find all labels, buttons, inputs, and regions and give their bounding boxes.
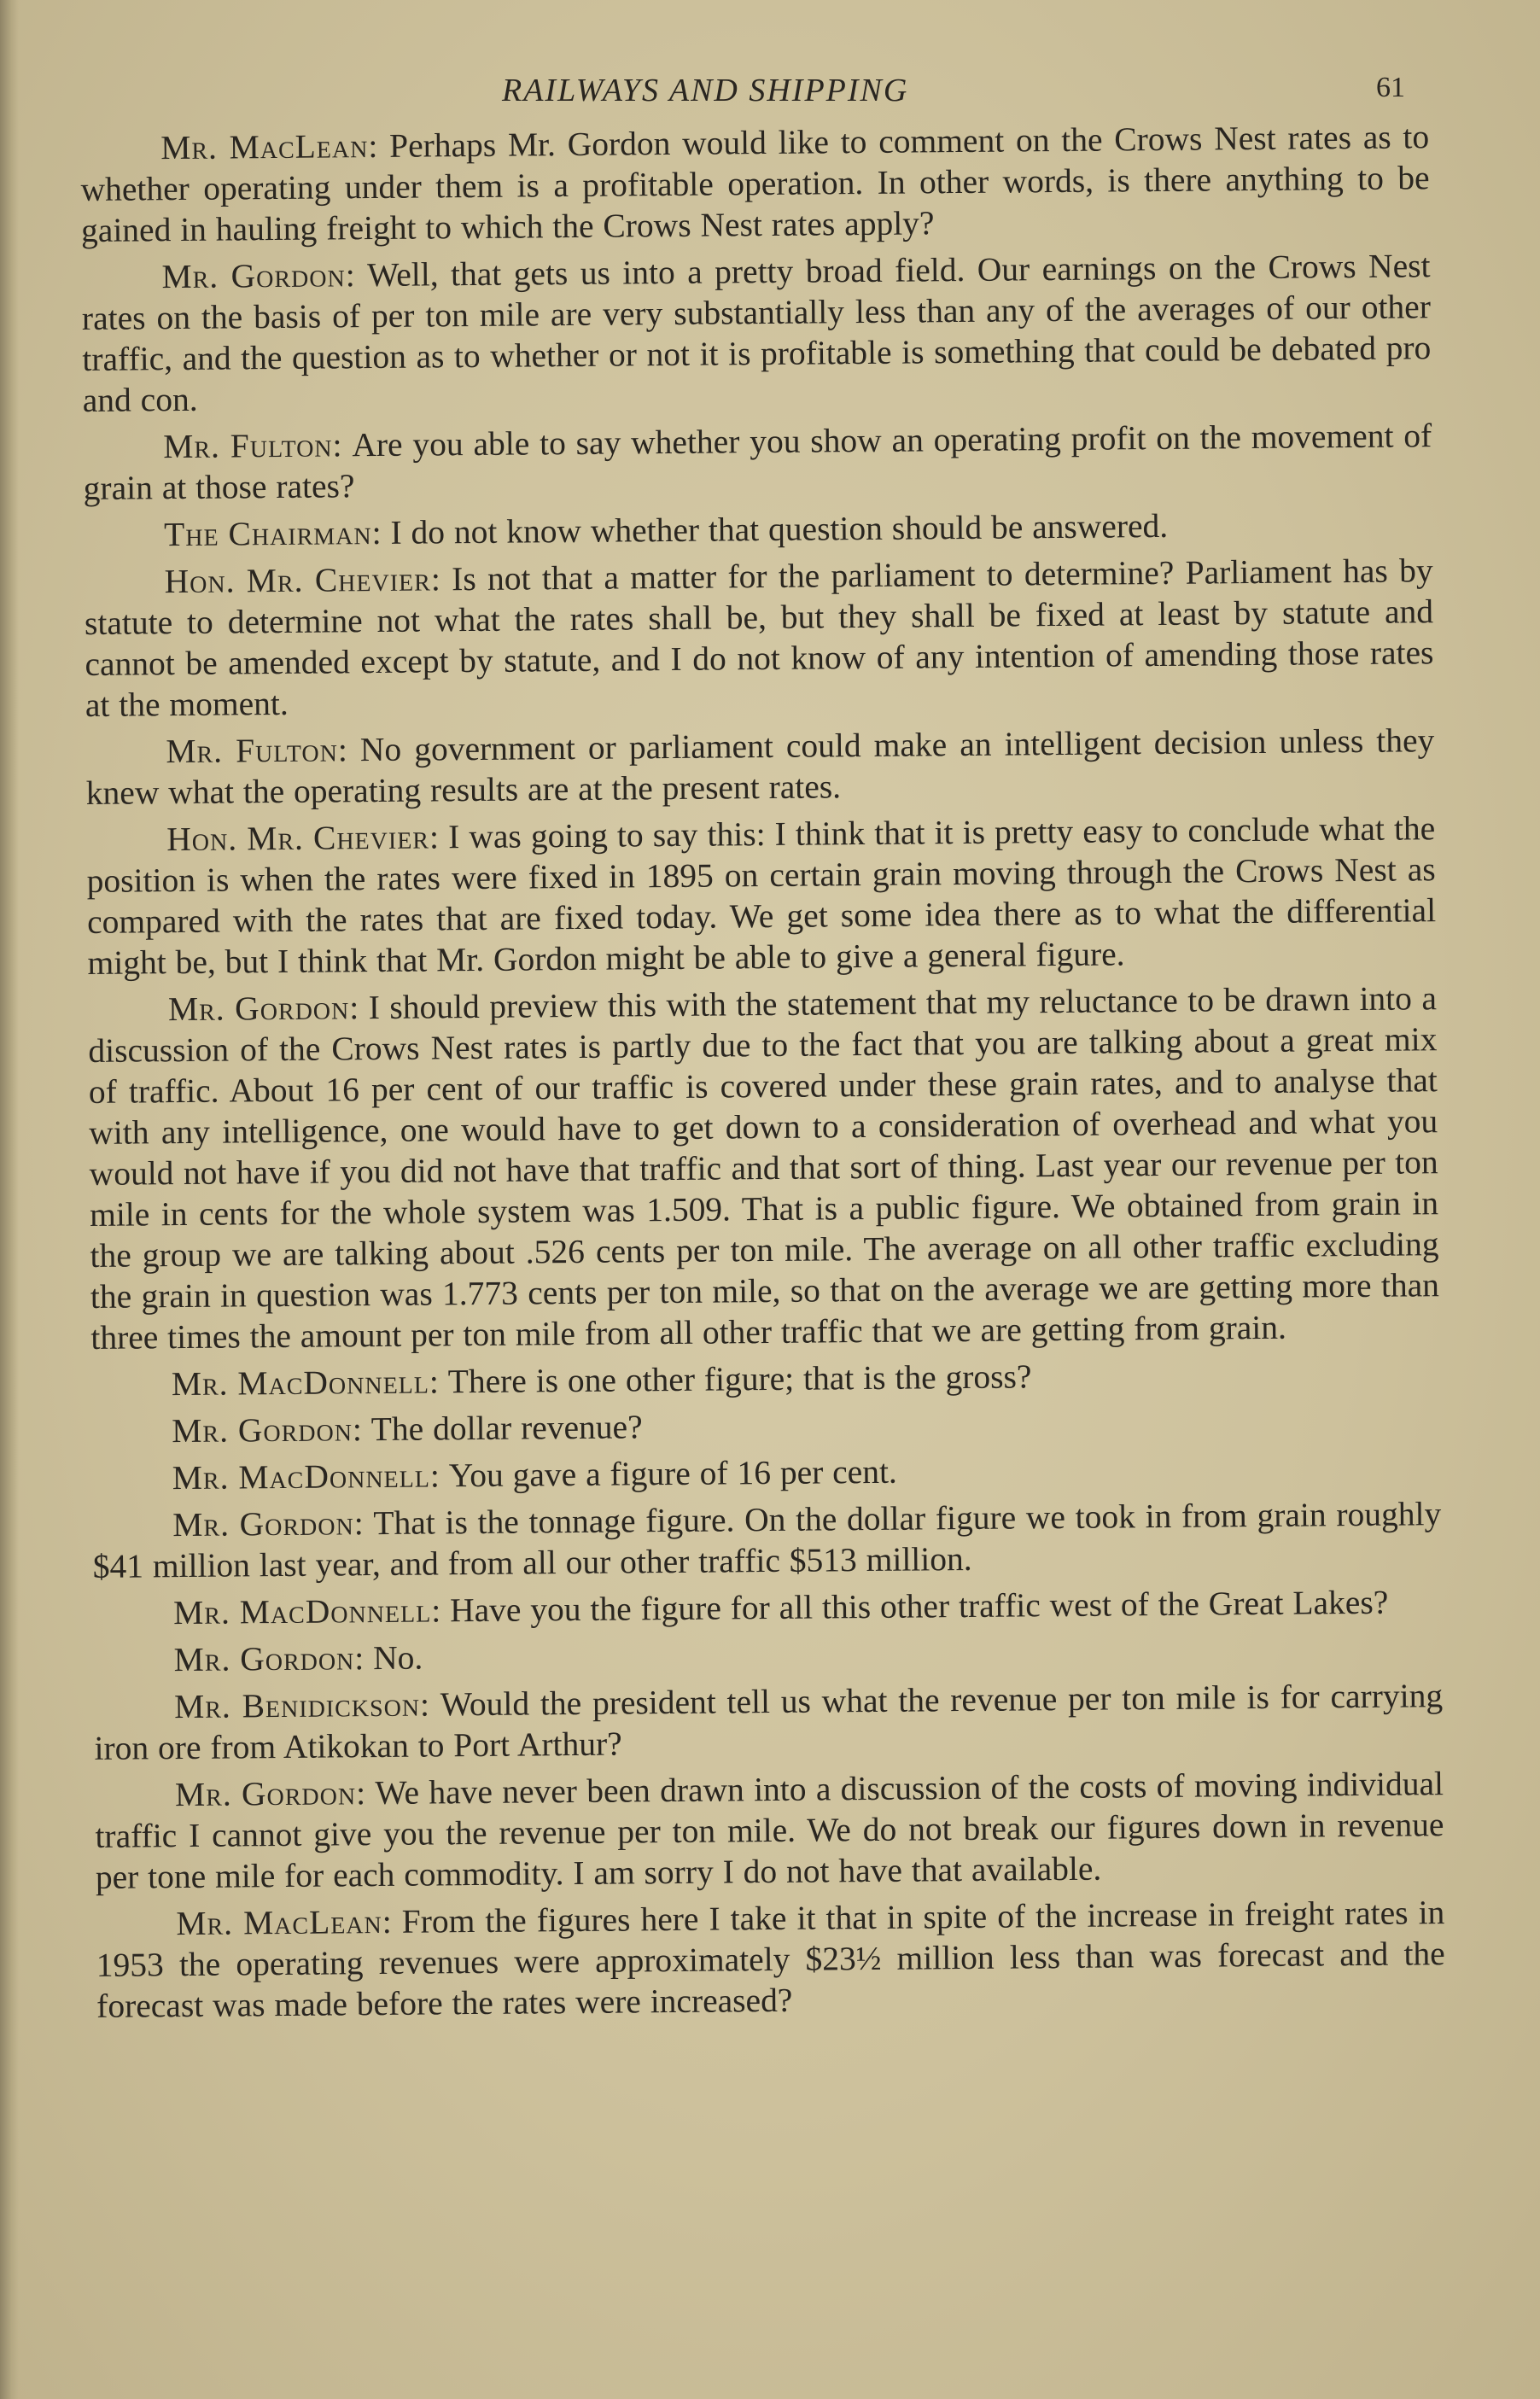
paragraph (81, 245, 1432, 421)
speaker-name: Mr. Gordon: (172, 1410, 364, 1450)
speaker-name: Hon. Mr. Chevier: (164, 560, 442, 601)
paragraph (86, 808, 1437, 984)
paragraph (93, 1628, 1442, 1681)
speaker-name: Mr. Fulton: (163, 426, 343, 466)
speaker-name: Mr. Fulton: (166, 731, 349, 771)
transcript-body (80, 116, 1445, 2033)
paragraph (84, 550, 1434, 726)
speech-text: Perhaps Mr. Gordon would like to comment on the Crows Nest rates as to whether operating under them is a profitable operation. In other words, is there anything to be gained in hauling freight to which the Crows Nest rates apply? (80, 118, 1430, 249)
speech-text: Would the president tell us what the revenue per ton mile is for carrying iron ore from Atikokan to Port Arthur? (94, 1677, 1444, 1767)
paragraph (83, 415, 1432, 509)
paragraph (84, 503, 1432, 556)
speaker-name: The Chairman: (163, 513, 382, 554)
speaker-name: Mr. Gordon: (173, 1639, 365, 1679)
page-binding-edge (0, 0, 19, 2399)
speaker-name: Mr. Gordon: (161, 256, 356, 296)
paragraph (92, 1493, 1442, 1587)
speaker-name: Mr. Gordon: (174, 1774, 367, 1814)
speaker-name: Mr. Gordon: (167, 989, 360, 1029)
speech-text: No government or parliament could make an intelligent decision unless they knew what the operating results are at the present rates. (85, 721, 1435, 812)
speaker-name: Mr. MacDonnell: (171, 1363, 440, 1404)
speech-text: You gave a figure of 16 per cent. (448, 1452, 898, 1495)
paragraph (96, 1892, 1445, 2027)
speaker-name: Hon. Mr. Chevier: (166, 818, 440, 859)
speech-text: Have you the figure for all this other traffic west of the Great Lakes? (449, 1583, 1389, 1630)
speech-text: No. (372, 1638, 423, 1678)
paragraph (91, 1399, 1440, 1452)
paragraph (88, 978, 1440, 1358)
paragraph (92, 1446, 1441, 1499)
speaker-name: Mr. MacDonnell: (172, 1591, 442, 1632)
running-title: RAILWAYS AND SHIPPING (502, 73, 909, 108)
speaker-name: Mr. Benidickson: (173, 1685, 431, 1726)
speaker-name: Mr. MacDonnell: (172, 1456, 441, 1497)
paragraph (94, 1675, 1444, 1769)
speech-text: Is not that a matter for the parliament to determine? Parliament has by statute to determine not what the rates shall be, but they shall be fixed at least by statute and cannot be amended except by statute, and I do not know of any intention of amending those rates at the moment. (84, 552, 1434, 724)
running-head (0, 72, 1540, 123)
speaker-name: Mr. Gordon: (172, 1504, 365, 1544)
paragraph (85, 720, 1435, 814)
speech-text: We have never been drawn into a discussion of the costs of moving individual traffic I cannot give you the revenue per ton mile. We do not break our figures down in revenue per tone mile for each commodity. I am sorry I do not have that available. (95, 1765, 1444, 1896)
speech-text: Well, that gets us into a pretty broad field. Our earnings on the Crows Nest rates on the basis of per ton mile are very substantially less than any of the averages of our other traffic, and the question as to whether or not it is profitable is something that could be debated pro and con. (81, 247, 1432, 419)
paragraph (91, 1352, 1440, 1405)
speech-text: The dollar revenue? (370, 1408, 643, 1449)
speech-text: I should preview this with the statement that my reluctance to be drawn into a discussion of the Crows Nest rates is partly due to the fact that you are talking about a great mix of traffic. About 16 per cent of our traffic is covered under these grain rates, and to analyse that with any intelligence, one would have to get down to a consideration of overhead and what you would not have if you did not have that traffic and that sort of thing. Last year our revenue per ton mile in cents for the whole system was 1.509. That is a public figure. We obtained from grain in the group we are talking about .526 cents per ton mile. The average on all other traffic excluding the grain in question was 1.773 cents per ton mile, so that on the average we are getting more than three times the amount per ton mile from all other traffic that we are getting from grain. (88, 979, 1440, 1357)
speech-text: Are you able to say whether you show an operating profit on the movement of grain at those rates? (83, 417, 1432, 507)
paragraph (95, 1763, 1444, 1898)
paragraph (80, 116, 1430, 251)
speaker-name: Mr. MacLean: (160, 126, 379, 167)
speech-text: I was going to say this: I think that it is pretty easy to conclude what the position is when the rates were fixed in 1895 on certain grain moving through the Crows Nest as compared with the rates that are fixed today. We get some idea there as to what the differential might be, but I think that Mr. Gordon might be able to give a general figure. (86, 809, 1437, 982)
speaker-name: Mr. MacLean: (176, 1902, 393, 1943)
paragraph (93, 1581, 1442, 1634)
speech-text: I do not know whether that question should be answered. (390, 506, 1169, 552)
speech-text: That is the tonnage figure. On the dollar figure we took in from grain roughly $41 million last year, and from all our other traffic $513 million. (92, 1495, 1442, 1585)
page-number: 61 (1376, 72, 1405, 103)
speech-text: From the figures here I take it that in spite of the increase in freight rates in 1953 the operating revenues were approximately $23½ million less than was forecast and the forecast was made before the rates were increased? (96, 1894, 1445, 2025)
speech-text: There is one other figure; that is the gross? (447, 1357, 1032, 1401)
